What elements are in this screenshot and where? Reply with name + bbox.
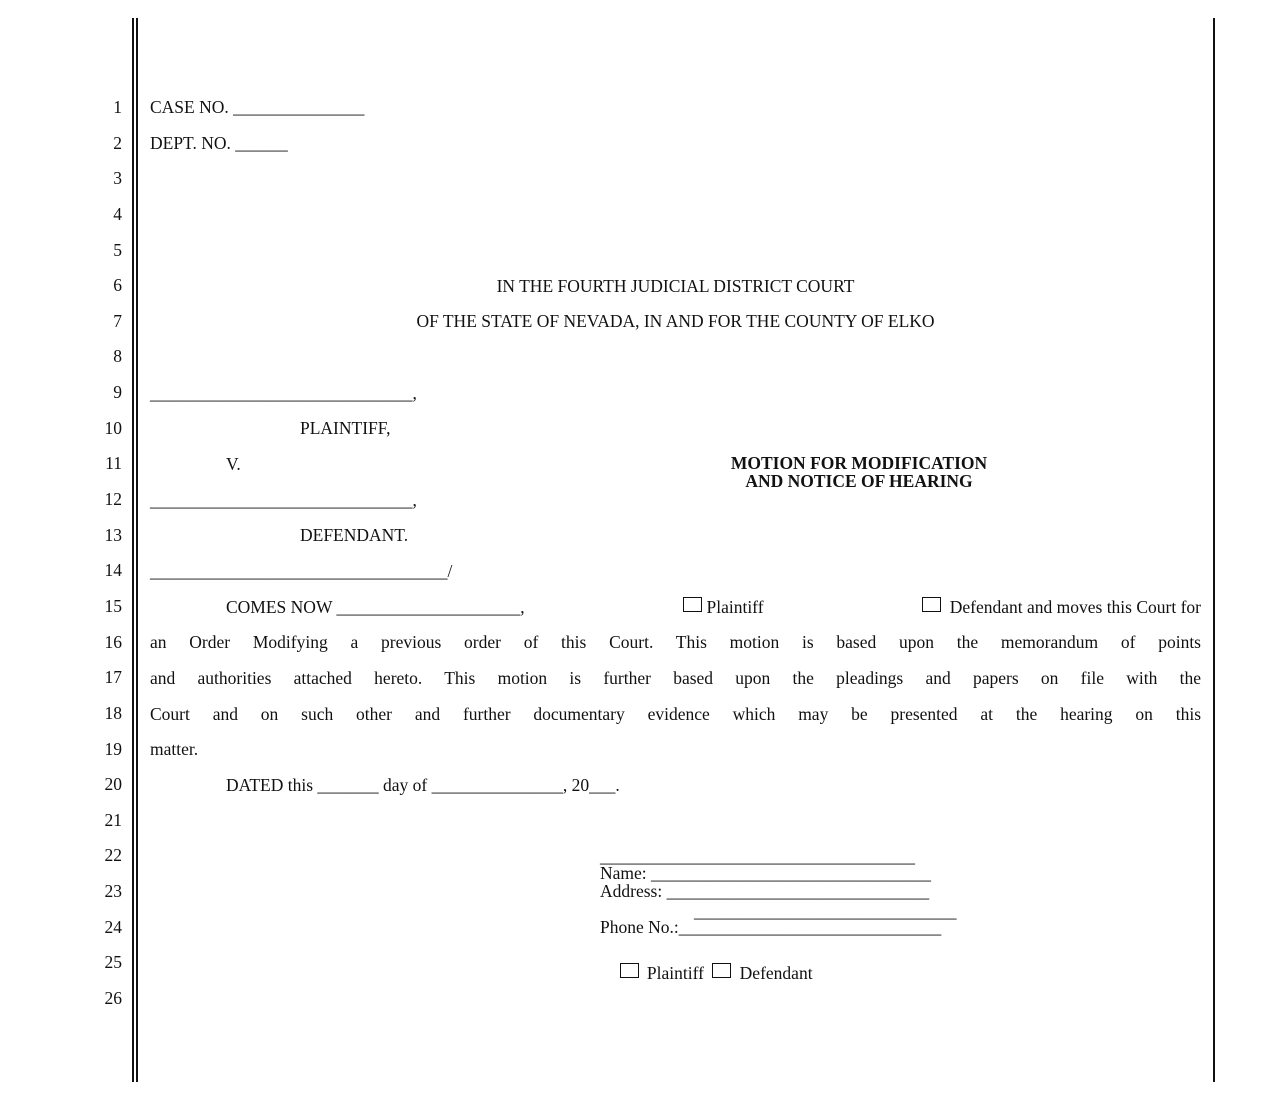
signature-line: ____________________________________ — [600, 846, 915, 866]
line-number: 20 — [104, 774, 122, 795]
signer-party-options — [600, 943, 813, 1003]
line-number: 9 — [113, 382, 122, 403]
caption-closing-line: __________________________________/ — [150, 561, 453, 581]
plaintiff-name-blank: ______________________________, — [150, 383, 417, 403]
line-number: 5 — [113, 239, 122, 260]
line-number: 4 — [113, 203, 122, 224]
signer-address-field: Address: ______________________________ — [600, 881, 930, 901]
signer-address-line2: ______________________________ — [694, 901, 957, 921]
signer-phone-field: Phone No.:______________________________ — [600, 917, 942, 937]
plaintiff-checkbox[interactable] — [683, 597, 702, 612]
line-number: 24 — [104, 916, 122, 937]
defendant-moves-text: Defendant and moves this Court for — [949, 597, 1201, 617]
body-line-15 — [226, 597, 1201, 617]
line-number: 14 — [104, 560, 122, 581]
line-number: 11 — [105, 453, 122, 474]
dept-number-field: DEPT. NO. ______ — [150, 133, 288, 153]
defendant-checkbox[interactable] — [922, 597, 941, 612]
line-number: 12 — [104, 489, 122, 510]
body-line-19: matter. — [150, 739, 199, 759]
line-number: 10 — [104, 417, 122, 438]
signer-plaintiff-checkbox[interactable] — [620, 963, 639, 978]
dated-line: DATED this _______ day of _______________, 20___. — [226, 775, 620, 795]
line-number: 15 — [104, 595, 122, 616]
signer-plaintiff-label: Plaintiff — [646, 963, 704, 983]
line-number: 16 — [104, 631, 122, 652]
defendant-name-blank: ______________________________, — [150, 490, 417, 510]
line-number: 22 — [104, 845, 122, 866]
line-number: 6 — [113, 275, 122, 296]
plaintiff-option[interactable] — [679, 597, 763, 617]
left-margin-rule-inner — [136, 18, 138, 1082]
line-number: 17 — [104, 667, 122, 688]
line-number: 8 — [113, 346, 122, 367]
line-number: 2 — [113, 132, 122, 153]
left-margin-rule — [132, 18, 134, 1082]
body-line-16: an Order Modifying a previous order of this Court. This motion is based upon the memorandum of points — [150, 632, 1201, 652]
line-number: 25 — [104, 952, 122, 973]
line-number: 19 — [104, 738, 122, 759]
body-line-18: Court and on such other and further documentary evidence which may be presented at the hearing on this — [150, 704, 1201, 724]
line-number: 23 — [104, 881, 122, 902]
line-number: 18 — [104, 702, 122, 723]
versus-label: V. — [226, 454, 241, 474]
body-line-17: and authorities attached hereto. This motion is further based upon the pleadings and papers on file with the — [150, 668, 1201, 688]
right-margin-rule — [1213, 18, 1215, 1082]
line-number: 21 — [104, 809, 122, 830]
document-title-line2: AND NOTICE OF HEARING — [745, 471, 973, 491]
plaintiff-label: PLAINTIFF, — [300, 418, 391, 438]
line-number: 26 — [104, 988, 122, 1008]
court-name: IN THE FOURTH JUDICIAL DISTRICT COURT — [496, 276, 855, 296]
signer-name-field: Name: ________________________________ — [600, 863, 932, 883]
line-number: 7 — [113, 310, 122, 331]
signer-defendant-checkbox[interactable] — [712, 963, 731, 978]
line-number: 3 — [113, 168, 122, 189]
plaintiff-option-label: Plaintiff — [706, 597, 764, 617]
defendant-option[interactable] — [918, 597, 1201, 617]
document-title-line1: MOTION FOR MODIFICATION — [730, 453, 988, 473]
court-jurisdiction: OF THE STATE OF NEVADA, IN AND FOR THE COUNTY OF ELKO — [416, 311, 935, 331]
line-number: 13 — [104, 524, 122, 545]
defendant-label: DEFENDANT. — [300, 525, 409, 545]
signer-defendant-label: Defendant — [739, 963, 813, 983]
line-number: 1 — [113, 97, 122, 117]
case-number-field: CASE NO. _______________ — [150, 97, 365, 117]
comes-now-text: COMES NOW _____________________, — [226, 597, 525, 617]
